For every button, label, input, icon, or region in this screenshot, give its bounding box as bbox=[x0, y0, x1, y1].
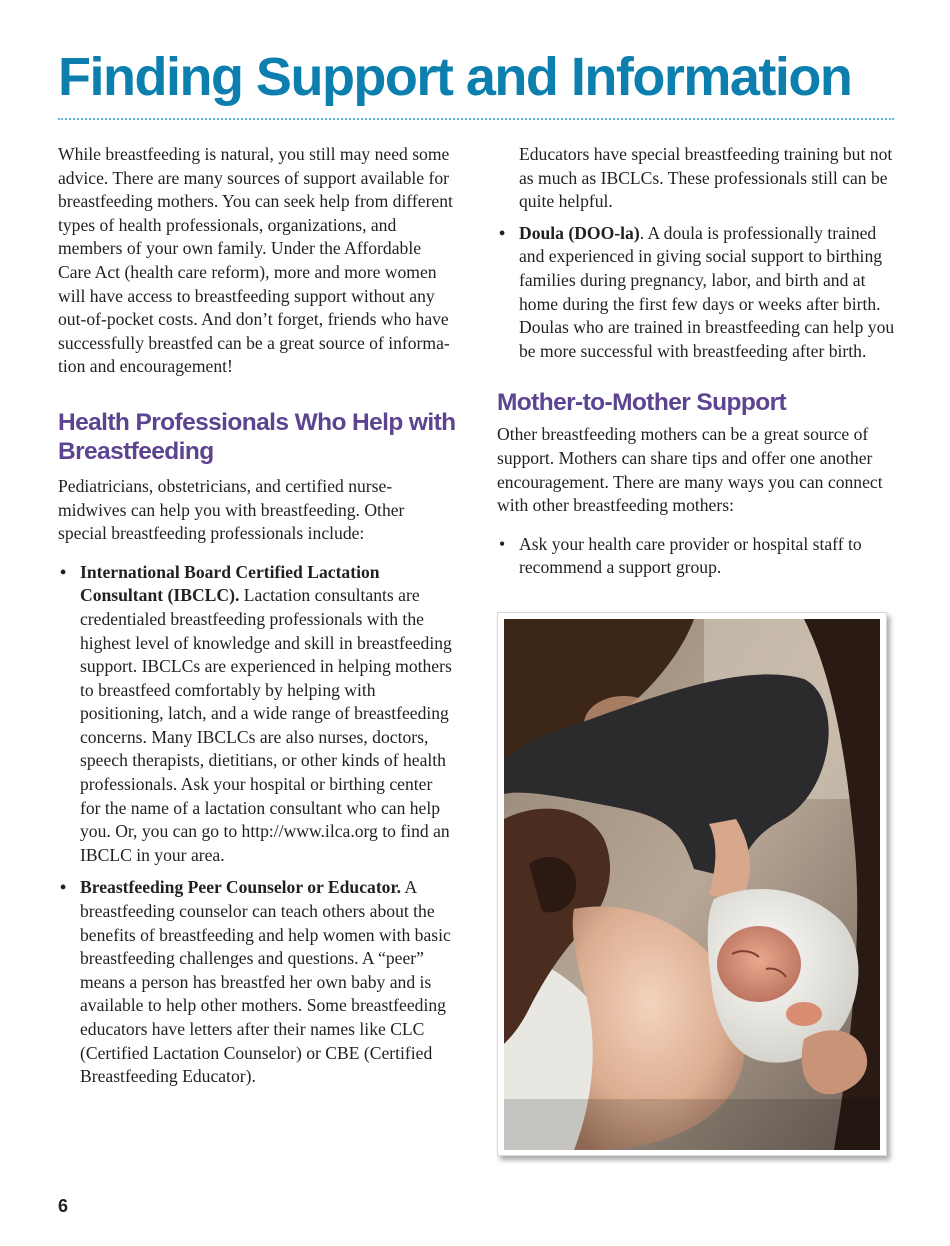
list-item-ibclc bbox=[58, 561, 456, 868]
peer-counselor-description: A breastfeeding counselor can teach others about the benefits of breastfeeding and help women with basic breastfeeding challenges and questions. A “peer” means a person has breastfed her own baby and is available to help other mothers. Some breastfeeding educators have letters after their names like CLC (Certified Lactation Counselor) or CBE (Certified Breastfeeding Educator). bbox=[80, 877, 451, 1087]
professionals-list bbox=[58, 561, 456, 1089]
mother-newborn-photo bbox=[504, 619, 880, 1150]
bullet-icon: • bbox=[60, 877, 67, 898]
page-title: Finding Support and Information bbox=[58, 47, 852, 107]
left-column bbox=[58, 143, 456, 1089]
section-heading-health-professionals: Health Professionals Who Help with Breastfeeding bbox=[58, 408, 456, 465]
peer-counselor-continued: Educators have special breastfeeding training but not as much as IBCLCs. These professionals still can be quite helpful. bbox=[519, 144, 893, 212]
peer-counselor-term: Breastfeeding Peer Counselor or Educator. bbox=[80, 877, 402, 898]
doula-term: Doula (DOO-la) bbox=[519, 222, 640, 243]
intro-paragraph: While breastfeeding is natural, you still may need some advice. There are many sources of support available for breastfeeding mothers. You can seek help from different types of health professionals, organizations, and members of your own family. Under the Affordable Care Act (health care reform), more and more women will have access to breastfeeding support without any out-of-pocket costs. And don’t forget, friends who have successfully breastfed can be a great source of information and encouragement! bbox=[58, 144, 453, 377]
page-number: 6 bbox=[58, 1196, 69, 1216]
list-item-support-group bbox=[497, 533, 895, 580]
bullet-icon: • bbox=[499, 533, 506, 554]
doula-description: . A doula is professionally trained and experienced in giving social support to birthing families during pregnancy, labor, and birth and at home during the first few days or weeks after birth. Doulas who are trained in breastfeeding can help you be more successful with breastfeeding after birth. bbox=[519, 222, 895, 361]
photo-frame bbox=[497, 612, 887, 1156]
list-item-doula bbox=[497, 222, 895, 364]
mother-support-list bbox=[497, 533, 895, 580]
ibclc-term: International Board Certified Lactation Consultant (IBCLC). bbox=[80, 561, 380, 606]
bullet-icon: • bbox=[60, 561, 67, 582]
section-heading-mother-support: Mother-to-Mother Support bbox=[497, 389, 787, 417]
doula-list bbox=[497, 222, 895, 364]
ibclc-description: Lactation consultants are credentialed breastfeeding professionals with the highest level of knowledge and skill in breastfeeding support. IBCLCs are experienced in helping mothers to breastfeed comfortably by helping with positioning, latch, and a wide range of breastfeeding concerns. Many IBCLCs are also nurses, doctors, speech therapists, dietitians, or other kinds of health professionals. Ask your hospital or birthing center for the name of a lactation consultant who can help you. Or, you can go to http://www.ilca.org to find an IBCLC in your area. bbox=[80, 585, 452, 865]
bullet-icon: • bbox=[499, 222, 506, 243]
photo-illustration bbox=[504, 619, 880, 1150]
list-item-peer-counselor bbox=[58, 876, 456, 1088]
right-column bbox=[497, 143, 895, 580]
health-professionals-intro: Pediatricians, obstetricians, and certified nurse-midwives can help you with breastfeeding. Other special breastfeeding professionals include: bbox=[58, 475, 405, 544]
title-divider bbox=[58, 118, 894, 120]
mother-support-intro: Other breastfeeding mothers can be a great source of support. Mothers can share tips and offer one another encouragement. There are many ways you can connect with other breastfeeding mothers: bbox=[497, 424, 883, 516]
support-group-text: Ask your health care provider or hospital staff to recommend a support group. bbox=[519, 533, 862, 578]
